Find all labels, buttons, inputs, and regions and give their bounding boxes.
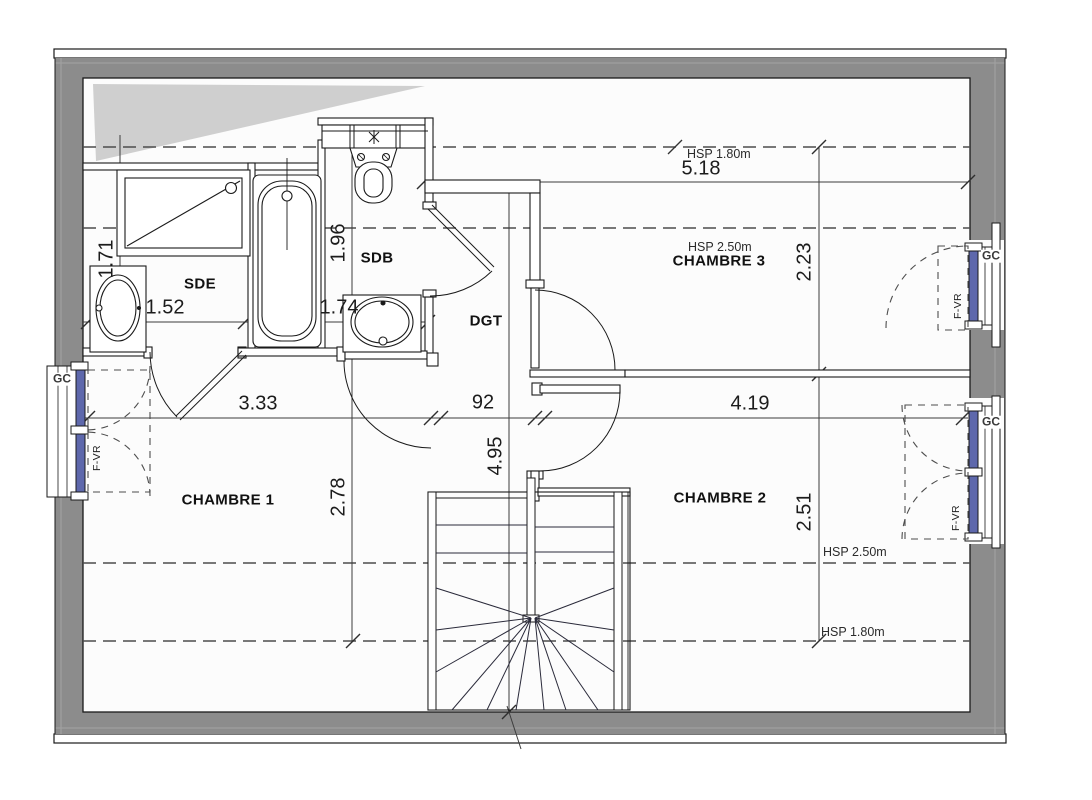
room-label-chambre1: CHAMBRE 1 xyxy=(181,491,275,509)
dim-chambre1-width: 3.33 xyxy=(238,392,278,415)
dim-chambre2-depth: 2.51 xyxy=(793,492,816,532)
room-label-dgt: DGT xyxy=(469,312,503,330)
dim-chambre1-depth: 2.78 xyxy=(327,477,350,517)
shower-tray xyxy=(117,170,250,256)
dim-sdb-depth: 1.96 xyxy=(327,223,350,263)
window-type-label-left: F-VR xyxy=(91,444,103,472)
room-label-chambre2: CHAMBRE 2 xyxy=(673,489,767,507)
window-type-label-chambre2: F-VR xyxy=(950,504,962,532)
window-type-label-chambre3: F-VR xyxy=(952,292,964,320)
hsp-label-bottom-180: HSP 1.80m xyxy=(821,625,885,639)
dim-hall-depth: 4.95 xyxy=(484,436,507,476)
dim-passage-width: 92 xyxy=(471,391,495,414)
dim-chambre3-depth: 2.23 xyxy=(793,242,816,282)
room-label-chambre3: CHAMBRE 3 xyxy=(672,252,766,270)
guardrail-label-left: GC xyxy=(53,371,71,386)
room-label-sde: SDE xyxy=(183,275,217,293)
hsp-label-top-180: HSP 1.80m xyxy=(687,147,751,161)
dim-sde-depth: 1.71 xyxy=(95,239,118,279)
hsp-label-bottom-250: HSP 2.50m xyxy=(823,545,887,559)
washbasin-sde xyxy=(90,266,146,352)
dim-chambre2-width: 4.19 xyxy=(730,392,770,415)
dim-sde-width: 1.52 xyxy=(145,296,185,319)
window-glass-bar xyxy=(969,249,978,323)
dim-top-width: 5.18 xyxy=(681,157,721,180)
hsp-label-top-250: HSP 2.50m xyxy=(688,240,752,254)
bathtub xyxy=(253,158,321,347)
guardrail-label-chambre2: GC xyxy=(982,414,1000,429)
guardrail-label-chambre3: GC xyxy=(982,248,1000,263)
toilet xyxy=(350,148,397,203)
dim-sdb-width: 1.74 xyxy=(319,296,359,319)
room-label-sdb: SDB xyxy=(360,249,394,267)
